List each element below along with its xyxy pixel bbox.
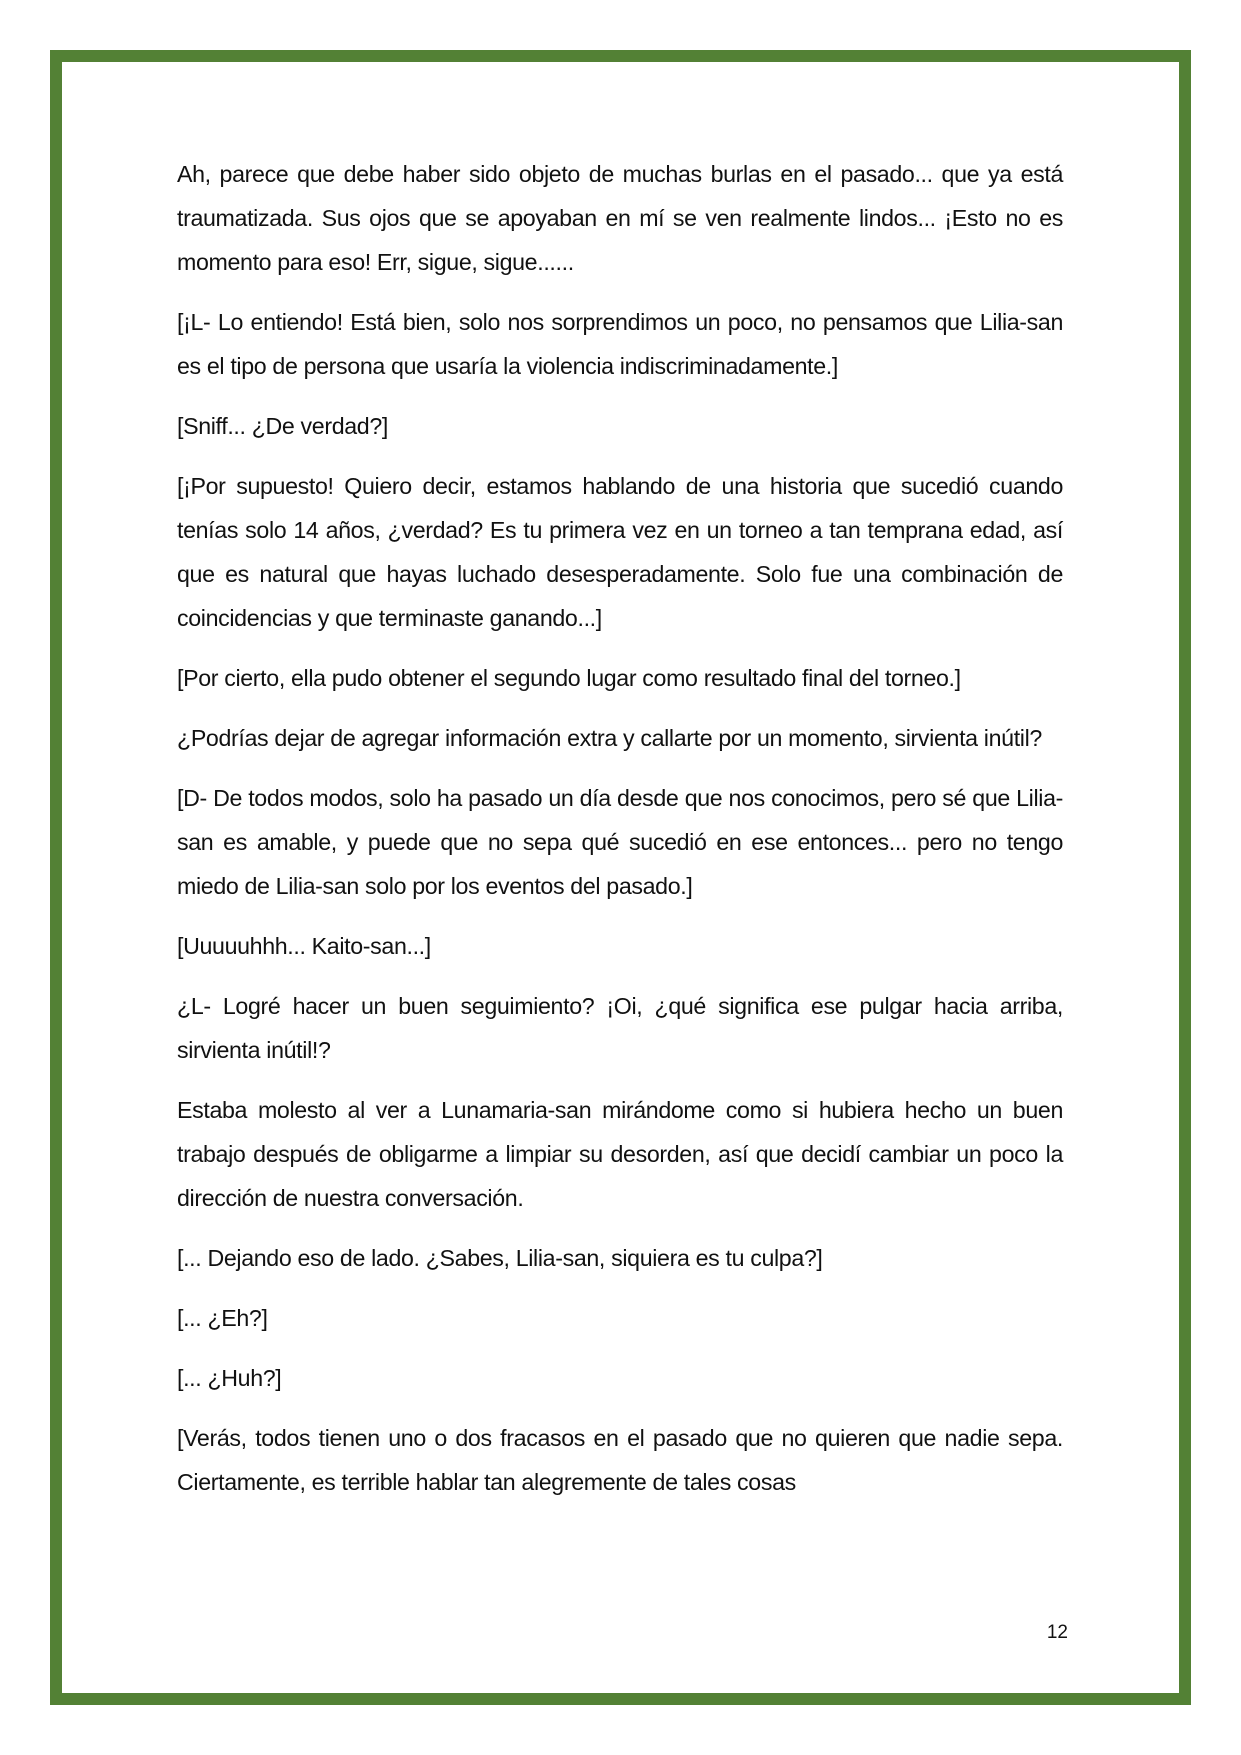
paragraph: Estaba molesto al ver a Lunamaria-san mirándome como si hubiera hecho un buen trabajo después de obligarme a limpiar su desorden, así que decidí cambiar un poco la dirección de nuestra conversación. (177, 1097, 1063, 1211)
paragraph: [D- De todos modos, solo ha pasado un día desde que nos conocimos, pero sé que Lilia-san es amable, y puede que no sepa qué sucedió en ese entonces... pero no tengo miedo de Lilia-san solo por los eventos del pasado.] (177, 785, 1063, 899)
paragraph: [... ¿Huh?] (177, 1365, 282, 1391)
paragraph: [¡Por supuesto! Quiero decir, estamos hablando de una historia que sucedió cuando tenías solo 14 años, ¿verdad? Es tu primera vez en un torneo a tan temprana edad, así que es natural que hayas luchado desesperadamente. Solo fue una combinación de coincidencias y que terminaste ganando...] (177, 473, 1063, 631)
paragraph: Ah, parece que debe haber sido objeto de muchas burlas en el pasado... que ya está traumatizada. Sus ojos que se apoyaban en mí se ven realmente lindos... ¡Esto no es momento para eso! Err, sigue, sigue...... (177, 161, 1063, 275)
paragraph: [Uuuuuhhh... Kaito-san...] (177, 933, 431, 959)
paragraph: [Verás, todos tienen uno o dos fracasos en el pasado que no quieren que nadie sepa. Ciertamente, es terrible hablar tan alegremente de tales cosas (177, 1425, 1063, 1495)
paragraph: [... Dejando eso de lado. ¿Sabes, Lilia-san, siquiera es tu culpa?] (177, 1245, 823, 1271)
paragraph: [¡L- Lo entiendo! Está bien, solo nos sorprendimos un poco, no pensamos que Lilia-san es el tipo de persona que usaría la violencia indiscriminadamente.] (177, 309, 1063, 379)
paragraph: [Por cierto, ella pudo obtener el segundo lugar como resultado final del torneo.] (177, 665, 961, 691)
paragraph: [... ¿Eh?] (177, 1305, 268, 1331)
paragraph: ¿Podrías dejar de agregar información extra y callarte por un momento, sirvienta inútil? (177, 725, 1042, 751)
page-number: 12 (1046, 1622, 1068, 1643)
paragraph: ¿L- Logré hacer un buen seguimiento? ¡Oi, ¿qué significa ese pulgar hacia arriba, sirvienta inútil!? (177, 993, 1063, 1063)
paragraph: [Sniff... ¿De verdad?] (177, 413, 388, 439)
document-body (177, 152, 1063, 1520)
